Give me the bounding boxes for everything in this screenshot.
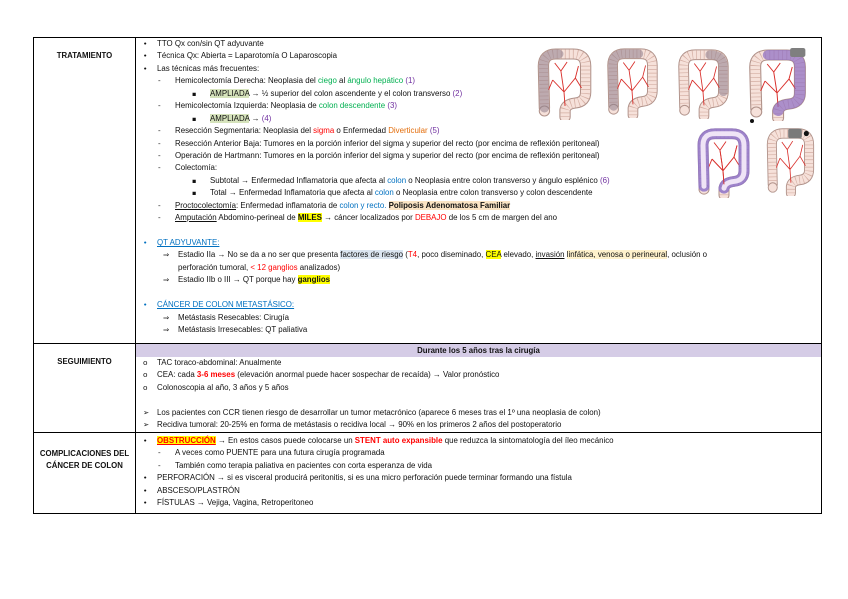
- bullet-marker: ▪: [192, 176, 197, 185]
- text-run: FÍSTULAS → Vejiga, Vagina, Retroperitoneo: [157, 498, 314, 508]
- bullet-marker: ▪: [192, 89, 197, 98]
- seguimiento-list: [136, 357, 821, 432]
- text-run: STENT auto expansible: [354, 436, 443, 445]
- text-run: perforación tumoral,: [178, 262, 251, 272]
- tumor-marker: [788, 129, 802, 138]
- list-item: [136, 200, 821, 212]
- text-run: TAC toraco-abdominal: Anualmente: [157, 358, 282, 367]
- bullet-marker: -: [158, 101, 161, 111]
- text-run: →: [249, 113, 262, 123]
- text-run: → En estos casos puede colocarse un: [215, 436, 355, 445]
- colon-diagram-2: [600, 44, 664, 118]
- bullet-marker: •: [143, 51, 148, 61]
- list-item: [136, 357, 821, 369]
- list-item: [136, 382, 821, 394]
- bullet-marker: o: [143, 382, 148, 392]
- row-label-text: TRATAMIENTO: [56, 51, 113, 60]
- list-item: [136, 485, 821, 497]
- bullet-marker: ⇒: [163, 312, 170, 322]
- text-run: 3-6 meses: [196, 370, 236, 380]
- text-run: analizados): [297, 262, 341, 272]
- text-run: : Enfermedad inflamatoria de: [235, 200, 340, 210]
- text-run: Resección Anterior Baja: Tumores en la porción inferior del sigma y superior del recto (por encima de reflexión peritoneal): [175, 138, 600, 148]
- text-run: ángulo hepático: [347, 76, 404, 86]
- row-label-text: SEGUIMIENTO: [57, 357, 112, 366]
- text-run: AMPLIADA: [210, 113, 250, 123]
- text-run: Metástasis Resecables: Cirugía: [178, 312, 289, 322]
- text-run: Colectomía:: [175, 163, 218, 173]
- text-run: que reduzca la sintomatología del íleo mecánico: [442, 436, 614, 445]
- bullet-marker: -: [158, 200, 161, 210]
- list-item: [136, 299, 821, 311]
- text-run: Técnica Qx: Abierta = Laparotomía O Laparoscopia: [157, 51, 338, 61]
- text-run: (4): [261, 113, 272, 123]
- list-item: [136, 324, 821, 336]
- list-item: [136, 460, 821, 472]
- blank-line: [136, 287, 821, 299]
- text-run: Poliposis Adenomatosa Familiar: [388, 200, 511, 210]
- text-run: CEA: [485, 250, 502, 260]
- colon-diagram-6: [760, 124, 820, 196]
- text-run: < 12 ganglios: [250, 262, 298, 272]
- text-run: colon y recto.: [339, 200, 387, 210]
- row-content-seguimiento: [136, 344, 821, 432]
- text-run: Operación de Hartmann: Tumores en la porción inferior del sigma y superior del recto (por encima de reflexión peritoneal): [175, 150, 600, 160]
- text-run: (: [403, 250, 408, 260]
- bullet-marker: ⇒: [163, 325, 170, 335]
- text-run: Los pacientes con CCR tienen riesgo de desarrollar un tumor metacrónico (aparece 6 meses tras el 1º una neoplasia de colon): [157, 407, 601, 417]
- text-run: Abdomino-perineal de: [216, 213, 298, 223]
- text-run: Proctocolectomía: [175, 200, 236, 210]
- text-run: TTO Qx con/sin QT adyuvante: [157, 39, 264, 48]
- row-content-complicaciones: [136, 433, 821, 513]
- bullet-marker: •: [143, 300, 148, 310]
- text-run: factores de riesgo: [340, 250, 404, 260]
- text-run: CÁNCER DE COLON METASTÁSICO:: [157, 300, 295, 310]
- row-label-text: COMPLICACIONES DEL: [39, 449, 130, 458]
- text-run: de los 5 cm de margen del ano: [446, 213, 558, 223]
- text-run: sigma: [313, 126, 335, 136]
- text-run: colon: [374, 188, 394, 198]
- text-run: colon descendente: [318, 101, 386, 111]
- text-run: , poco diseminado,: [417, 250, 486, 260]
- bullet-marker: -: [158, 163, 161, 173]
- bullet-marker: ▪: [192, 114, 197, 123]
- text-run: También como terapia paliativa en pacientes con corta esperanza de vida: [175, 460, 433, 470]
- text-run: (3): [387, 101, 397, 111]
- bullet-marker: •: [143, 498, 148, 508]
- text-run: Diverticular: [388, 126, 428, 136]
- bullet-marker: -: [158, 126, 161, 136]
- colon-diagram-1: [530, 44, 598, 120]
- text-run: Resección Segmentaria: Neoplasia del: [175, 126, 314, 136]
- list-item: [136, 312, 821, 324]
- text-run: (2): [452, 88, 463, 98]
- row-label-tratamiento: [34, 38, 136, 343]
- text-run: Colonoscopia al año, 3 años y 5 años: [157, 382, 289, 392]
- list-item: [136, 249, 821, 261]
- text-run: o Neoplasia entre colon transverso y colon descendente: [393, 188, 593, 198]
- row-label-text: CÁNCER DE COLON: [46, 461, 123, 471]
- text-run: elevado,: [501, 250, 536, 260]
- bullet-marker: ⇒: [163, 250, 170, 260]
- list-item: [136, 435, 821, 447]
- text-run: Metástasis Irresecables: QT paliativa: [178, 325, 308, 335]
- list-item: [136, 369, 821, 381]
- bullet-marker: -: [158, 76, 161, 86]
- text-run: OBSTRUCCIÓN: [157, 436, 216, 445]
- text-run: → cáncer localizados por: [321, 213, 415, 223]
- bullet-marker: ➢: [143, 407, 150, 417]
- list-item: [136, 262, 821, 274]
- text-run: Total → Enfermedad Inflamatoria que afecta al: [210, 188, 375, 198]
- text-run: colon: [387, 175, 407, 185]
- list-item: [136, 497, 821, 509]
- blank-line: [136, 225, 821, 237]
- bullet-marker: ▪: [192, 189, 197, 198]
- row-seguimiento: [34, 343, 821, 432]
- bullet-marker: •: [143, 485, 148, 495]
- text-run: ganglios: [297, 275, 331, 285]
- list-item: [136, 472, 821, 484]
- colon-diagram-3: [671, 45, 735, 119]
- text-run: Estadio IIb o III → QT porque hay: [178, 275, 298, 285]
- text-run: Las técnicas más frecuentes:: [157, 63, 260, 73]
- bullet-marker: o: [143, 358, 148, 367]
- row-label-seguimiento: [34, 344, 136, 432]
- text-run: , oclusión o: [667, 250, 708, 260]
- list-item: [136, 447, 821, 459]
- bullet-marker: -: [158, 448, 161, 458]
- text-run: Hemicolectomía Izquierda: Neoplasia de: [175, 101, 319, 111]
- tumor-marker: [790, 48, 805, 57]
- text-run: invasión: [535, 250, 565, 260]
- blank-line: [136, 394, 821, 406]
- bullet-marker: ⇒: [163, 275, 170, 285]
- text-run: Amputación: [175, 213, 217, 223]
- bullet-marker: -: [158, 460, 161, 470]
- text-run: CEA: cada: [157, 370, 197, 380]
- text-run: linfática, venosa o perineural: [566, 250, 668, 260]
- text-run: o Neoplasia entre colon transverso y ángulo esplénico: [406, 175, 600, 185]
- marker-dot: [750, 119, 754, 123]
- text-run: Estadio IIa → No se da a no ser que presenta: [178, 250, 341, 260]
- text-run: DEBAJO: [414, 213, 447, 223]
- text-run: Hemicolectomía Derecha: Neoplasia del: [175, 76, 318, 86]
- list-item: [136, 407, 821, 419]
- text-run: Subtotal → Enfermedad Inflamatoria que afecta al: [210, 175, 388, 185]
- list-item: [136, 212, 821, 224]
- bullet-marker: •: [143, 473, 148, 483]
- bullet-marker: ➢: [143, 420, 150, 430]
- section-header-bar: Durante los 5 años tras la cirugía: [136, 344, 821, 357]
- text-run: PERFORACIÓN → si es visceral producirá peritonitis, si es una micro perforación puede terminar formando una fístula: [157, 473, 572, 483]
- row-label-complicaciones: [34, 433, 136, 513]
- row-complicaciones: [34, 432, 821, 513]
- text-run: → ½ superior del colon ascendente y el colon transverso: [249, 88, 453, 98]
- bullet-marker: -: [158, 138, 161, 148]
- colon-diagram-4: [741, 45, 813, 121]
- text-run: (6): [599, 175, 610, 185]
- text-run: (5): [429, 126, 440, 136]
- text-run: o Enfermedad: [334, 126, 389, 136]
- list-item: [136, 237, 821, 249]
- text-run: AMPLIADA: [210, 88, 250, 98]
- marker-dot: [804, 131, 809, 136]
- bullet-marker: o: [143, 370, 148, 380]
- text-run: ciego: [317, 76, 337, 86]
- text-run: A veces como PUENTE para una futura cirugía programada: [175, 448, 385, 458]
- bullet-marker: •: [143, 238, 148, 247]
- text-run: (elevación anormal puede hacer sospechar de recaída) → Valor pronóstico: [235, 370, 500, 380]
- bullet-marker: -: [158, 213, 161, 223]
- text-run: al: [336, 76, 348, 86]
- list-item: [136, 419, 821, 431]
- text-run: Recidiva tumoral: 20-25% en forma de metástasis o recidiva local → 90% en los primeros 2 años del postoperatorio: [157, 420, 562, 430]
- text-run: ABSCESO/PLASTRÓN: [157, 485, 240, 495]
- text-run: QT ADYUVANTE:: [157, 238, 220, 247]
- text-run: T4: [407, 250, 418, 260]
- text-run: MILES: [297, 213, 322, 223]
- text-run: (1): [405, 76, 415, 86]
- colon-diagram-5: [690, 124, 756, 198]
- bullet-marker: •: [143, 63, 148, 73]
- bullet-marker: •: [143, 39, 148, 48]
- bullet-marker: •: [143, 436, 148, 445]
- bullet-marker: -: [158, 150, 161, 160]
- list-item: [136, 274, 821, 286]
